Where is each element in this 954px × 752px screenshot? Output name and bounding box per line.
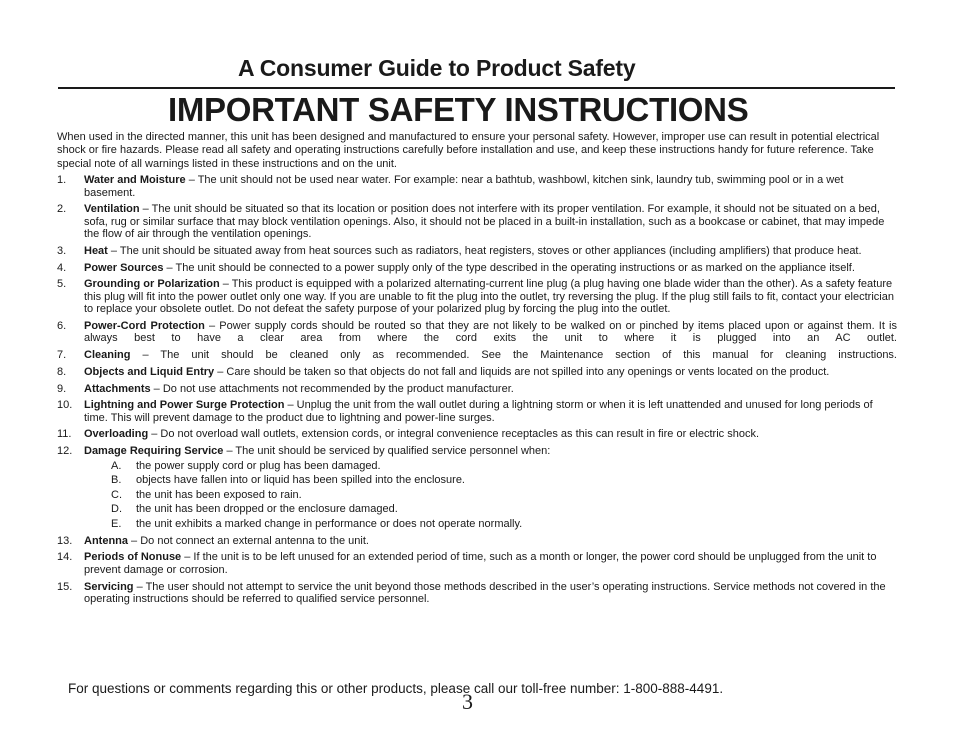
item-term: Overloading xyxy=(84,428,149,441)
item-text: – If the unit is to be left unused for an extended period of time, such as a month or longer, the power cord should be unplugged from the unit to prevent damage or corrosion. xyxy=(84,551,877,576)
list-item xyxy=(57,278,897,316)
list-item xyxy=(57,349,897,362)
list-item xyxy=(57,203,897,241)
item-term: Antenna xyxy=(84,534,128,547)
item-text: – Do not connect an external antenna to the unit. xyxy=(128,534,369,547)
page-subtitle: A Consumer Guide to Product Safety xyxy=(238,55,636,81)
item-text: – The unit should be cleaned only as recommended. See the Maintenance section of this manual for cleaning instructions. xyxy=(130,349,897,362)
item-term: Heat xyxy=(84,244,108,257)
item-number: 9. xyxy=(57,382,67,395)
item-text: – The unit should be serviced by qualified service personnel when: xyxy=(223,445,551,458)
sub-list-item xyxy=(84,489,897,502)
item-term: Power-Cord Protection xyxy=(84,319,205,332)
list-item xyxy=(57,383,897,396)
item-text: – Do not overload wall outlets, extension cords, or integral convenience receptacles as this can result in fire or electric shock. xyxy=(148,428,759,441)
instruction-list xyxy=(57,174,897,610)
item-text: – Power supply cords should be routed so that they are not likely to be walked on or pinched by items placed upon or against them. It is always best to have a clear area from where the cord exits the unit to where it is plugged into an AC outlet. xyxy=(84,319,897,345)
item-number: 8. xyxy=(57,365,67,378)
item-number: 2. xyxy=(57,203,67,216)
sub-list-item xyxy=(84,503,897,516)
item-text: – The unit should be situated so that its location or position does not interfere with its proper ventilation. For example, it should not be situated on a bed, sofa, rug or similar surface that may block ventilation openings. Also, it should not be placed in a built-in installation, such as a bookcase or cabinet, that may impede the flow of air through the ventilation openings. xyxy=(84,203,885,241)
item-text: – This product is equipped with a polarized alternating-current line plug (a plug having one blade wider than the other). As a safety feature this plug will fit into the power outlet only one way. If you are unable to fit the plug into the outlet, try reversing the plug. If the plug still fails to fit, contact your electrician to replace your obsolete outlet. Do not defeat the safety purpose of your polarized plug by forcing the plug into the outlet. xyxy=(84,278,894,316)
item-term: Lightning and Power Surge Protection xyxy=(84,399,285,412)
list-item xyxy=(57,262,897,275)
item-text: – The unit should be situated away from heat sources such as radiators, heat registers, stoves or other appliances (including amplifiers) that produce heat. xyxy=(107,244,862,257)
item-text: – The unit should be connected to a power supply only of the type described in the operating instructions or as marked on the appliance itself. xyxy=(163,261,855,274)
list-item xyxy=(57,551,897,576)
page-number: 3 xyxy=(462,689,473,714)
sub-list xyxy=(84,460,897,531)
list-item xyxy=(57,366,897,379)
sub-item-text: the unit has been dropped or the enclosure damaged. xyxy=(136,503,398,516)
item-text: – The unit should not be used near water. For example: near a bathtub, washbowl, kitchen sink, laundry tub, swimming pool or in a wet basement. xyxy=(84,174,844,199)
item-number: 3. xyxy=(57,244,67,257)
list-item xyxy=(57,245,897,258)
list-item xyxy=(57,581,897,606)
sub-item-text: objects have fallen into or liquid has been spilled into the enclosure. xyxy=(136,474,465,487)
item-term: Attachments xyxy=(84,382,151,395)
item-number: 11. xyxy=(57,428,72,441)
item-term: Damage Requiring Service xyxy=(84,445,224,458)
footer-contact-line: For questions or comments regarding this or other products, please call our toll-free number: 1-800-888-4491. xyxy=(68,681,724,696)
item-term: Periods of Nonuse xyxy=(84,551,182,564)
list-item xyxy=(57,535,897,548)
item-number: 13. xyxy=(57,534,73,547)
sub-item-letter: A. xyxy=(111,459,122,472)
list-item xyxy=(57,174,897,199)
item-number: 7. xyxy=(57,349,67,362)
item-text: – Do not use attachments not recommended by the product manufacturer. xyxy=(150,382,514,395)
item-number: 6. xyxy=(57,319,67,332)
item-number: 12. xyxy=(57,445,73,458)
list-item xyxy=(57,428,897,441)
sub-item-text: the power supply cord or plug has been damaged. xyxy=(136,459,381,472)
item-text: – The user should not attempt to service the unit beyond those methods described in the user’s operating instructions. Service methods not covered in the operating instructions should be referred to qualified service personnel. xyxy=(84,580,886,605)
sub-item-letter: C. xyxy=(111,488,122,501)
item-number: 4. xyxy=(57,261,67,274)
item-text: – Unplug the unit from the wall outlet during a lightning storm or when it is left unattended and unused for long periods of time. This will prevent damage to the product due to lightning and power-line surges. xyxy=(84,399,873,424)
item-number: 15. xyxy=(57,580,73,593)
item-term: Ventilation xyxy=(84,203,140,216)
item-number: 14. xyxy=(57,551,73,564)
sub-item-letter: E. xyxy=(111,517,122,530)
item-number: 5. xyxy=(57,278,67,291)
header-rule xyxy=(58,87,895,89)
item-number: 10. xyxy=(57,399,73,412)
item-term: Grounding or Polarization xyxy=(84,278,220,291)
item-term: Servicing xyxy=(84,580,134,593)
sub-item-letter: B. xyxy=(111,474,122,487)
list-item xyxy=(57,399,897,424)
sub-list-item xyxy=(84,518,897,531)
sub-item-letter: D. xyxy=(111,503,122,516)
sub-item-text: the unit exhibits a marked change in performance or does not operate normally. xyxy=(136,517,523,530)
sub-list-item xyxy=(84,460,897,473)
sub-item-text: the unit has been exposed to rain. xyxy=(136,488,302,501)
list-item xyxy=(57,320,897,345)
list-item xyxy=(57,445,897,530)
item-term: Cleaning xyxy=(84,349,131,362)
item-term: Objects and Liquid Entry xyxy=(84,365,215,378)
intro-paragraph: When used in the directed manner, this unit has been designed and manufactured to ensure your personal safety. However, improper use can result in potential electrical shock or fire hazards. Please read all safety and operating instructions carefully before installation and use, and keep these instructions handy for future reference. Take special note of all warnings listed in these instructions and on the unit. xyxy=(57,131,880,170)
item-number: 1. xyxy=(57,174,67,186)
item-term: Water and Moisture xyxy=(84,174,186,186)
sub-list-item xyxy=(84,474,897,487)
item-text: – Care should be taken so that objects do not fall and liquids are not spilled into any openings or vents located on the product. xyxy=(214,365,830,378)
item-term: Power Sources xyxy=(84,261,164,274)
page-title: IMPORTANT SAFETY INSTRUCTIONS xyxy=(168,91,749,128)
